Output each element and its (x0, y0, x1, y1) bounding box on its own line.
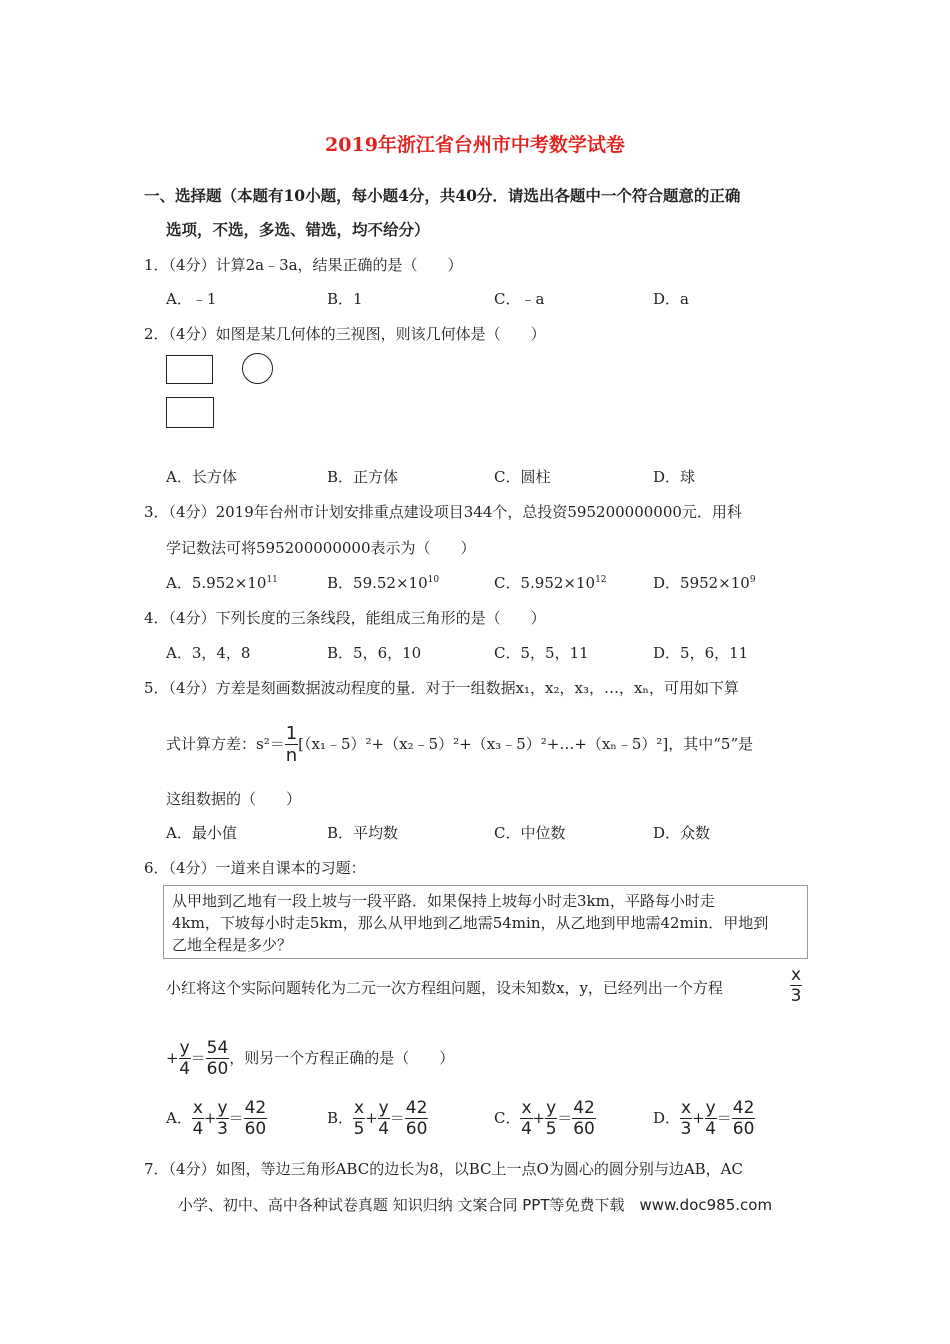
front-view-rectangle (166, 355, 213, 384)
q5-option-b: B．平均数 (327, 824, 399, 842)
question-5-formula-line: 式计算方差：s²＝ $\frac{1}{n}$ [（x₁﹣5）²+（x₂﹣5）²+（x₃﹣5）²+…+（xₙ﹣5）²]，其中“5”是 (166, 723, 754, 766)
q3-option-d: D．$5952\times 10^9$ (653, 574, 756, 592)
q6-option-b: B． $\frac{x}{5}$ + $\frac{y}{4}$ ＝ $\frac{42}{60}$ (327, 1098, 428, 1139)
x-over-3-fraction: $\frac{x}{3}$ (790, 965, 802, 1006)
q2-option-a: A．长方体 (166, 468, 237, 486)
one-over-n-fraction: $\frac{1}{n}$ (285, 723, 298, 766)
top-view-circle (242, 353, 273, 384)
q6-option-c: C． $\frac{x}{4}$ + $\frac{y}{5}$ ＝ $\frac{42}{60}$ (494, 1098, 595, 1139)
question-6-equation-line: + $\frac{y}{4}$ ＝ $\frac{54}{60}$ ，则另一个方程正确的是（ ） (166, 1038, 455, 1079)
side-view-rectangle (166, 397, 214, 428)
q5-option-a: A．最小值 (166, 824, 237, 842)
question-3-line1: 3．（4分）2019年台州市计划安排重点建设项目344个，总投资595200000000元．用科 (144, 503, 742, 521)
q5-option-c: C．中位数 (494, 824, 566, 842)
question-5-line1: 5．（4分）方差是刻画数据波动程度的量．对于一组数据x₁，x₂，x₃，…，xₙ，可用如下算 (144, 679, 739, 697)
question-3-line2: 学记数法可将595200000000表示为（ ） (166, 539, 476, 557)
q2-option-b: B．正方体 (327, 468, 399, 486)
q4-option-b: B．5，6，10 (327, 644, 422, 662)
q4-option-d: D．5，6，11 (653, 644, 749, 662)
box-line-3: 乙地全程是多少？ (172, 936, 293, 954)
q1-option-c: C．﹣a (494, 290, 545, 308)
question-6-text1: 小红将这个实际问题转化为二元一次方程组问题，设未知数x，y，已经列出一个方程 (166, 979, 723, 997)
section-heading-line1: 一、选择题（本题有10小题，每小题4分，共40分．请选出各题中一个符合题意的正确 (144, 186, 741, 205)
question-5-line3: 这组数据的（ ） (166, 790, 302, 808)
question-6-stem: 6．（4分）一道来自课本的习题： (144, 859, 366, 877)
page-footer: 小学、初中、高中各种试卷真题 知识归纳 文案合同 PPT等免费下载 www.doc985.com (177, 1196, 773, 1214)
q1-option-b: B．1 (327, 290, 363, 308)
q4-option-a: A．3，4，8 (166, 644, 251, 662)
q4-option-c: C．5，5，11 (494, 644, 589, 662)
q6-option-d: D． $\frac{x}{3}$ + $\frac{y}{4}$ ＝ $\frac{42}{60}$ (653, 1098, 755, 1139)
q3-option-a: A．$5.952\times 10^{11}$ (166, 574, 278, 592)
q1-option-a: A．﹣1 (166, 290, 217, 308)
question-2-stem: 2．（4分）如图是某几何体的三视图，则该几何体是（ ） (144, 325, 546, 343)
q2-option-c: C．圆柱 (494, 468, 551, 486)
box-line-1: 从甲地到乙地有一段上坡与一段平路．如果保持上坡每小时走3km，平路每小时走 (172, 892, 715, 910)
q3-option-b: B．$59.52\times 10^{10}$ (327, 574, 440, 592)
question-4-stem: 4．（4分）下列长度的三条线段，能组成三角形的是（ ） (144, 609, 546, 627)
box-line-2: 4km，下坡每小时走5km，那么从甲地到乙地需54min，从乙地到甲地需42min．甲地到 (172, 914, 769, 932)
q5-option-d: D．众数 (653, 824, 711, 842)
q3-option-c: C．$5.952\times 10^{12}$ (494, 574, 607, 592)
q2-option-d: D．球 (653, 468, 696, 486)
page-title: 2019年浙江省台州市中考数学试卷 (325, 134, 625, 156)
question-7-stem: 7．（4分）如图，等边三角形ABC的边长为8，以BC上一点O为圆心的圆分别与边AB，AC (144, 1160, 743, 1178)
textbook-problem-box (163, 885, 808, 959)
q6-option-a: A． $\frac{x}{4}$ + $\frac{y}{3}$ ＝ $\frac{42}{60}$ (166, 1098, 267, 1139)
q1-option-d: D．a (653, 290, 689, 308)
section-heading-line2: 选项，不选，多选、错选，均不给分） (166, 220, 430, 239)
question-1-stem: 1．（4分）计算2a﹣3a，结果正确的是（ ） (144, 256, 463, 274)
